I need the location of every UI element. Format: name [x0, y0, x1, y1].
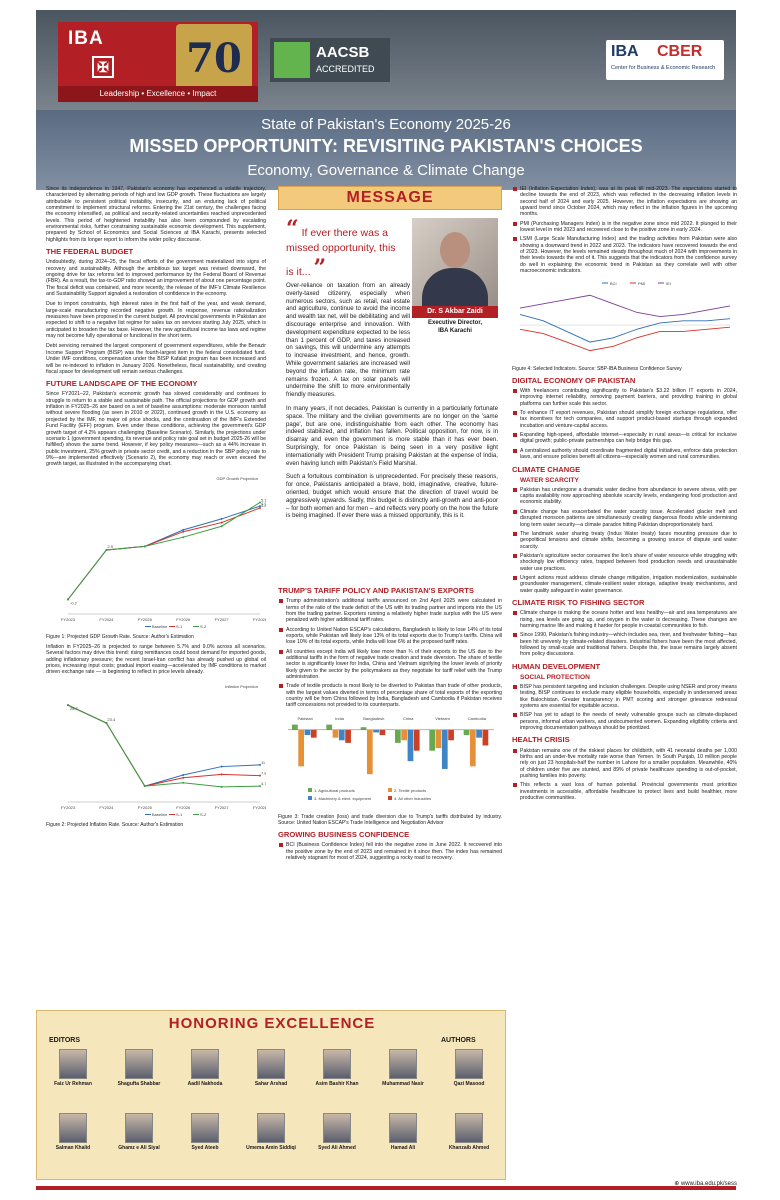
legend-label: Baseline — [152, 811, 168, 817]
data-label: 28.7 — [70, 705, 78, 711]
cber-name-text: CBER — [657, 43, 703, 60]
legend-label: S-2 — [200, 811, 207, 817]
data-point — [221, 773, 223, 775]
legend-swatch — [388, 788, 392, 792]
globe-icon: ⊕ — [674, 1181, 680, 1187]
data-point — [144, 545, 146, 547]
data-point — [105, 722, 107, 724]
bar — [395, 730, 401, 743]
digital-bullet-3: Expanding high-speed, affordable internet—especially in rural areas—is critical for inclusive digital growth; public-private partnerships can help bridge this gap. — [512, 432, 737, 445]
person-card — [309, 1049, 365, 1087]
x-tick-label: FY2025 — [137, 616, 152, 622]
category-label: India — [335, 715, 344, 721]
person-photo — [125, 1113, 153, 1143]
series-line-baseline — [68, 705, 260, 786]
series-line-iei — [520, 296, 730, 317]
pmi-bullet: PMI (Purchasing Managers Index) is in the negative zone since mid 2022. It plunged to their lowest level in mid 2023 and recovered close to the positive zone in early 2024. — [512, 221, 737, 234]
series-line-s1 — [68, 705, 260, 786]
digital-bullet-4: A centralized authority should coordinate fragmented digital initiatives, enforce data protection laws, and ensure policies benefit all citizens—especially women and rural communities. — [512, 448, 737, 461]
person-name: Asim Bashir Khan — [315, 1081, 359, 1087]
digital-bullet-2: To enhance IT export revenues, Pakistan should simplify foreign exchange regulations, offer tax incentives for tech companies, and support product-based startups through expanded incubation and venture-capital access. — [512, 410, 737, 429]
social-bullet-2: BISP has yet to adapt to the needs of newly vulnerable groups such as climate-displaced persons, informal urban workers, and undocumented women. Expanding eligibility criteria and improving documentation pathways should be prioritized. — [512, 712, 737, 731]
tariff-section — [278, 582, 502, 864]
category-label: Pakistan — [297, 715, 313, 721]
author-role: Executive Director, — [427, 320, 483, 326]
water-bullet-5: Urgent actions must address climate change mitigation, irrigation modernization, sustainable groundwater management, climate-resilient water storage, adaptive treaty mechanisms, and water quality safeguard in water governance. — [512, 575, 737, 594]
person-photo — [257, 1049, 285, 1079]
health-bullet-2: This reflects a vast loss of human potential. Provincial governments must prioritize investments in accessible, affordable healthcare to protect lives and build healthier, more productive communities. — [512, 782, 737, 801]
data-point — [144, 785, 146, 787]
close-quote-icon: ” — [313, 254, 327, 281]
data-point — [221, 525, 223, 527]
budget-paragraph-2: Due to import constraints, high interest rates in the first half of the year, and weak demand, large-scale manufacturing recorded negative growth. In response, revenue rationalization measures have been proposed in the current budget. All provincial governments in Pakistan are expected to shift to a negative list regime for sales tax on services starting July 2025, which is anticipated to broaden the tax base. However, the new agricultural income tax laws and regime may not become fully operational or functional in the short term. — [46, 301, 266, 340]
aacsb-name: AACSB — [316, 44, 370, 61]
person-name: Ghamz e Ali Siyal — [118, 1145, 160, 1151]
category-label: China — [402, 715, 414, 721]
trade-diversion-chart — [278, 712, 502, 812]
x-tick-label: FY2027 — [214, 616, 229, 622]
bar — [476, 730, 482, 738]
series-line-s2 — [68, 502, 260, 599]
bar — [436, 730, 442, 748]
bar — [367, 730, 373, 774]
data-point — [182, 776, 184, 778]
data-label: 11 — [261, 759, 266, 765]
data-point — [182, 774, 184, 776]
bar — [311, 730, 317, 738]
series-line-bci — [520, 315, 730, 343]
water-bullet-1: Pakistan has undergone a dramatic water decline from abundance to severe stress, with per capita availability now approaching absolute scarcity levels, endangering food production and economic stability. — [512, 487, 737, 506]
climate-change-heading: CLIMATE CHANGE — [512, 464, 581, 474]
supplement-title: State of Pakistan's Economy 2025-26 — [261, 116, 511, 133]
bar — [401, 730, 407, 740]
data-label: 4.8 — [261, 502, 266, 508]
social-bullet-1: BISP has persistent targeting and inclusion challenges. Despite using NSER and proxy means testing, BISP continues to exclude many eligible households, especially in underserved areas like Balochistan. Greater transparency in PMT scoring and stronger grievance redressal systems are essential for equitable access. — [512, 684, 737, 709]
left-column — [46, 186, 266, 886]
water-bullet-2: Climate change has exacerbated the water scarcity issue. Accelerated glacier melt and disrupted monsoon patterns are simultaneously creating dangerous floods while undermining long term water security—a climate paradox hitting Pakistan disproportionately hard. — [512, 509, 737, 528]
cber-subtitle: Center for Business & Economic Research — [611, 65, 716, 71]
person-card — [111, 1049, 167, 1087]
fishing-bullet-1: Climate change is making the oceans hotter and less healthy—air and sea temperatures are rising, sea levels are going up, and oxygen in the water is decreasing. These changes are harming marine life and making it harder for people in coastal communities to fish. — [512, 610, 737, 629]
data-point — [182, 536, 184, 538]
person-card — [243, 1049, 299, 1087]
iba-tagline: Leadership • Excellence • Impact — [58, 86, 258, 102]
legend-label: 2. Textile products — [394, 787, 427, 793]
legend-label: 4. All other industries — [394, 795, 432, 801]
iba-emblem-icon: ✠ — [92, 56, 114, 78]
bar — [464, 730, 470, 735]
inflation-chart — [46, 680, 266, 820]
author-photo-face — [440, 232, 470, 268]
person-photo — [125, 1049, 153, 1079]
tariff-bullet-1: Trump administration's additional tariffs announced on 2nd April 2025 were calculated in terms of the ratio of the trade deficit of the US with its trading partner and imports into the US from the trading partner. Exporters running a relatively higher trade surplus with the US were penalized with higher additional tariff rates. — [278, 598, 502, 623]
x-tick-label: FY2025 — [137, 804, 152, 810]
editors-label: EDITORS — [49, 1037, 80, 1044]
figure-1-caption: Figure 1: Projected GDP Growth Rate. Source: Author's Estimation — [46, 633, 194, 640]
selected-indicators-chart — [512, 277, 737, 363]
legend-label: S-1 — [176, 623, 183, 629]
chart-title: GDP Growth Projection — [216, 475, 258, 481]
bar — [345, 730, 351, 743]
bar — [380, 730, 386, 735]
data-point — [67, 704, 69, 706]
tariff-bullet-3: All countries except India will likely lose more than ¾ of their exports to the US due to the additional tariffs in the form of negative trade creation and trade diversion. The share of textile sector is significantly lower for India, China and Vietnam signifying the lower levels of priority likely given to the sector by the policymakers as they negotiate for tariff relief with the Trump administration. — [278, 649, 502, 681]
x-tick-label: FY2027 — [214, 804, 229, 810]
aacsb-mark-icon — [274, 42, 310, 78]
intro-paragraph: Since its independence in 1947, Pakistan's economy has experienced a volatile trajectory, characterized by alternating periods of high and low GDP growth. These fluctuations are largely attributable to persistent political instability, insecurity, and an enduring lack of political commitment to implement structural reforms. Entering the 21st century, the challenges facing the economy intensified, as political and security-related uncertainties reached unprecedented levels. This period of heightened instability has also been compounded by escalating environmental risks, further constraining sustainable economic development. This supplement, prepared by School of Economics and Social Sciences at IBA Karachi, presents selected highlights from its longer report to inform the wider policy discourse. — [46, 186, 266, 243]
person-card — [45, 1049, 101, 1087]
x-tick-label: FY2026 — [176, 804, 191, 810]
right-column — [512, 186, 737, 1186]
series-line-pmi — [520, 328, 730, 351]
person-photo — [455, 1113, 483, 1143]
person-photo — [323, 1113, 351, 1143]
bar — [305, 730, 311, 735]
data-point — [182, 781, 184, 783]
data-point — [221, 765, 223, 767]
x-tick-label: FY2023 — [60, 616, 76, 622]
data-point — [221, 517, 223, 519]
person-card — [309, 1113, 365, 1151]
cber-iba-text: IBA — [611, 43, 639, 60]
health-bullet-1: Pakistan remains one of the riskiest places for childbirth, with 41 neonatal deaths per 1,000 births and an under-five mortality rate worse than Yemen. In South Punjab, 10 million people rely on just 23 hospitals-half the number in Lahore for a smaller population. Meanwhile, 40% of children under five are stunted, and 89% of private healthcare spending is out-of-pocket, pushing families into poverty. — [512, 748, 737, 780]
lsmi-bullet: LSMI (Large Scale Manufacturing Index) and the trading activities from Pakistan were also showing a downward trend in 2022 and 2023. The indicators have recovered towards the end of 2023. However, the levels remained steady throughout much of 2024 with improvements in their levels towards the end of it. This suggests that the indicators from the confidence survey do well in explaining the economic trend in Pakistan as they correlate well with other macroeconomic indicators. — [512, 236, 737, 274]
data-label: 2.5 — [107, 543, 113, 549]
bar — [326, 724, 332, 729]
authors-label: AUTHORS — [441, 1037, 476, 1044]
gdp-growth-chart — [46, 472, 266, 632]
human-development-heading: HUMAN DEVELOPMENT — [512, 661, 601, 671]
x-tick-label: FY2028 — [252, 616, 266, 622]
iba-logo-text: IBA — [68, 28, 104, 49]
bar — [429, 730, 435, 751]
message-quote — [286, 216, 406, 281]
tariff-heading: TRUMP'S TARIFF POLICY AND PAKISTAN'S EXPORTS — [278, 586, 474, 595]
bar — [408, 730, 414, 761]
person-name: Qazi Masood — [453, 1081, 485, 1087]
open-quote-icon: “ — [286, 216, 299, 242]
future-paragraph: Since FY2021–22, Pakistan's economic growth has slowed considerably and continues to struggle to return to a stable and sustainable path. The official projections for GDP growth and inflation in FY2025–26 are based on a set of baseline assumptions: moderate monsoon rainfall without severe flooding (as seen in 2010 or 2022), continued growth in the U.S. economy as projected by the IMF, no major oil price shocks, and the continuation of the IMF's Extended Fund Facility (EFF) program. Even under these conditions, achieving the government's GDP growth target of 4.2% appears challenging (Baseline Scenario). Similarly, the projections under scenario 1 (government spending, its revenue and policy rate goal set in budget 2025-26 will be fulfilled) shows the same trend. However, if key policy measures—such as a 44% increase in public investment, 25% growth in private sector credit, and a reduction in the SBP policy rate to 9%—are implemented effectively (Scenario 2), the economy may reach or even exceed the growth target, as illustrated in the accompanying chart. — [46, 391, 266, 468]
tariff-bullet-4: Trade of textile products is most likely to be diverted to Pakistan than trade of other products, with the largest values diverted in terms of percentage share of total exports of the exporting country will be from China followed by India, Bangladesh and Cambodia if Pakistan receives tariff concessions not provided to its counterparts. — [278, 683, 502, 708]
legend-swatch — [308, 796, 312, 800]
budget-paragraph-1: Undoubtedly, during 2024–25, the fiscal efforts of the government materialized into signs of recovery and sustainability. Although the ambitious tax target was revised downward, the ongoing drive for tax reforms led to improved performance by the Federal Board of Revenue (FBR). As a result, the tax-to-GDP ratio showed an improvement of about one percentage point. The fiscal deficit was contained, and more recently, the release of the IMF's Climate Resilience and Sustainability Support signaled a restoration of confidence in the economy. — [46, 259, 266, 298]
digital-bullet-1: With freelancers contributing significantly to Pakistan's $3.22 billion IT exports in 2024, improving internet reliability, removing payment barriers, and providing training in global platforms can further scale this sector. — [512, 388, 737, 407]
person-card — [111, 1113, 167, 1151]
cber-logo — [606, 40, 724, 80]
person-photo — [257, 1113, 285, 1143]
bar — [298, 730, 304, 767]
iba-logo — [58, 22, 258, 102]
honoring-title: HONORING EXCELLENCE — [168, 1015, 376, 1032]
legend-label: PMI — [638, 281, 646, 287]
aacsb-logo — [270, 38, 390, 82]
author-affiliation: IBA Karachi — [438, 328, 472, 334]
health-crisis-heading: HEALTH CRISIS — [512, 735, 570, 745]
person-name: Hamad Ali — [390, 1145, 416, 1151]
bci-bullet: BCI (Business Confidence Index) fell into the negative zone in June 2022. It recovered into the positive zone by the end of 2023 and remained in it since then. The index has remained relatively stagnant for most of 2024, suggesting a rocky road to recovery. — [278, 842, 502, 861]
bar — [414, 730, 420, 751]
message-paragraph-2: In many years, if not decades, Pakistan is currently in a particularly fortunate space. The military and the civilian governments are no longer on the 'same page', but are one, indistinguishable from each other. The economy has indeed stabilized, and inflation has fallen. Political opposition, for now, is in disarray and even the government is more stable than it has ever been. Surprisingly, for once Pakistan is being seen in a very positive light internationally with President Trump praising Pakistan at the expense of India, even having lunch with Pakistan's Field Marshal. — [286, 404, 498, 467]
author-name: Dr. S Akbar Zaidi — [412, 306, 498, 318]
bar — [339, 730, 345, 740]
person-card — [375, 1113, 431, 1151]
x-tick-label: FY2024 — [99, 616, 114, 622]
legend-swatch — [388, 796, 392, 800]
data-label: 4.7 — [261, 780, 266, 786]
person-card — [441, 1049, 497, 1087]
legend-label: 3. Machinery & elect. equipment — [314, 795, 372, 801]
data-label: 4.9 — [261, 500, 266, 506]
figure-4-caption: Figure 4: Selected Indicators. Source: SBP-IBA Business Confidence Survey — [512, 365, 682, 372]
quote-text: If ever there was a missed opportunity, this is it... — [286, 227, 396, 278]
person-photo — [455, 1049, 483, 1079]
footer-url[interactable]: www.iba.edu.pk/sess — [680, 1181, 737, 1187]
future-landscape-heading: FUTURE LANDSCAPE OF THE ECONOMY — [46, 379, 198, 389]
page-title: MISSED OPPORTUNITY: REVISITING PAKISTAN'S CHOICES — [129, 136, 643, 156]
bar — [483, 730, 489, 746]
x-tick-label: FY2026 — [176, 616, 191, 622]
person-name: Sahar Arshad — [254, 1081, 288, 1087]
data-label: 7.8 — [261, 770, 266, 776]
legend-label: BCI — [610, 281, 617, 287]
person-name: Khanzaib Ahmed — [448, 1145, 490, 1151]
person-name: Salman Khalid — [55, 1145, 91, 1151]
x-tick-label: FY2024 — [99, 804, 114, 810]
iei-bullet: IEI (Inflation Expectation Index), was at its peak till mid-2023. The expectations started to decline towards the end of 2023, which was reflected in the decreasing inflation levels in second half of 2024 and early 2025. However, the inflation expectations are showing an upward trend since October 2024, which may reflect in the inflation figures in the upcoming months. — [512, 186, 737, 218]
social-protection-heading: SOCIAL PROTECTION — [520, 673, 590, 681]
honoring-excellence-panel — [36, 1010, 506, 1180]
data-point — [182, 530, 184, 532]
water-bullet-4: Pakistan's agriculture sector consumes the lion's share of water resource while struggling with shockingly low efficiency rates, trapped between food production needs and unsustainable water use practices. — [512, 553, 737, 572]
bar — [470, 730, 476, 767]
bar — [373, 730, 379, 733]
figure-3-caption: Figure 3: Trade creation (loss) and trade diversion due to Trump's tariffs distributed by industry. Source: United Nation ESCAP's Trade Intelligence and Negotiation Advisor — [278, 814, 502, 827]
data-point — [182, 528, 184, 530]
business-confidence-heading: GROWING BUSINESS CONFIDENCE — [278, 830, 410, 840]
message-title: MESSAGE — [278, 186, 502, 210]
legend-swatch — [308, 788, 312, 792]
person-card — [441, 1113, 497, 1151]
bar — [333, 730, 339, 738]
data-point — [67, 598, 69, 600]
federal-budget-heading: THE FEDERAL BUDGET — [46, 247, 134, 257]
aacsb-accredited: ACCREDITED — [316, 64, 375, 74]
person-card — [177, 1113, 233, 1151]
person-card — [177, 1049, 233, 1087]
category-label: Bangladesh — [363, 715, 385, 721]
person-name: Faiz Ur Rehman — [54, 1081, 92, 1087]
water-scarcity-heading: WATER SCARCITY — [520, 476, 579, 484]
person-name: Syed Ali Ahmed — [318, 1145, 356, 1151]
legend-label: S-1 — [176, 811, 183, 817]
inflation-paragraph: Inflation in FY2025–26 is projected to range between 5.7% and 9.0% across all scenarios. Several factors may drive this trend: rising remittances could boost demand for imported goods, adding inflationary pressure; the recent Israel-Iran conflict has already pushed up global oil prices, increasing input costs; gradual import easing—accelerated by IMF conditions to market driven exchange rate — is beginning to reflect in price levels already. — [46, 643, 266, 676]
person-photo — [59, 1113, 87, 1143]
category-label: Vietnam — [435, 715, 450, 721]
water-bullet-3: The landmark water sharing treaty (Indus Water treaty) faces mounting pressure due to geopolitical tensions and climate shifts, becoming a growing source of dispute and water scarcity. — [512, 531, 737, 550]
bar — [292, 724, 298, 729]
person-photo — [389, 1049, 417, 1079]
chart-title: Inflation Projection — [225, 683, 258, 689]
message-paragraph-1: Over-reliance on taxation from an already overly-taxed citizenry, especially when numerous sectors, such as retail, real estate and agriculture, continue to avoid the income and wealth tax net, will be debilitating and will discourage enterprise and innovation. With development expenditure expected to be less than 1 percent of GDP, and taxes increased on savings, this will undermine any attempts to increase investment, and hence, growth. While government salaries are increased well beyond the inflation rate, the minimum rate remains frozen. A tax on solar panels will undermine the shift to more environmentally friendly measures. — [286, 282, 410, 399]
bar — [442, 730, 448, 769]
message-body — [286, 282, 498, 526]
person-photo — [191, 1049, 219, 1079]
person-card — [375, 1049, 431, 1087]
category-label: Cambodia — [467, 715, 486, 721]
fishing-bullet-2: Since 1990, Pakistan's fishing industry—which includes sea, river, and freshwater fishing—has been hit unevenly by climate-related disasters. Industrial fishers have been the most affected, followed by small-scale and traditional fishers. Despite this, the issue remains largely absent from policy discussions. — [512, 632, 737, 657]
series-line-s1 — [68, 508, 260, 599]
data-point — [221, 521, 223, 523]
fishing-risk-heading: CLIMATE RISK TO FISHING SECTOR — [512, 597, 645, 607]
person-name: Umema Amin Siddiqi — [246, 1145, 296, 1151]
person-name: Muhammad Nasir — [382, 1081, 424, 1087]
page-subtitle: Economy, Governance & Climate Change — [247, 162, 525, 179]
person-card — [45, 1113, 101, 1151]
legend-label: 1. Agricultural products — [314, 787, 355, 793]
legend-label: Baseline — [152, 623, 168, 629]
figure-2-caption: Figure 2: Projected Inflation Rate. Source: Author's Estimation — [46, 821, 184, 828]
person-photo — [323, 1049, 351, 1079]
data-label: 23.4 — [107, 716, 116, 722]
data-label: -0.2 — [70, 599, 77, 605]
legend-label: IEI — [666, 281, 671, 287]
person-card — [243, 1113, 299, 1151]
x-tick-label: FY2023 — [60, 804, 76, 810]
person-name: Aadil Nakhoda — [187, 1081, 223, 1087]
message-paragraph-3: Such a fortuitous combination is unprecedented. For precisely these reasons, for once, Pakistanis anticipated a brave, bold, imaginative, creative, future-oriented, budget which would ensure that the direction of travel would be aggressively upwards. Sadly, this budget is distinctly anti-growth and anti-poor – for both women and for men – and reflects very poorly on the how the future is being imagined. If ever there was a missed opportunity, this is it. — [286, 473, 498, 520]
data-point — [105, 549, 107, 551]
data-label: 5.1 — [261, 497, 266, 503]
digital-economy-heading: DIGITAL ECONOMY OF PAKISTAN — [512, 375, 636, 385]
person-photo — [191, 1113, 219, 1143]
bar — [361, 727, 367, 730]
person-photo — [389, 1113, 417, 1143]
legend-label: S-2 — [200, 623, 207, 629]
tariff-bullet-2: According to United Nation ESCAP's calculations, Bangladesh is likely to lose 14% of its total exports, while Pakistan will likely lose 13% of its total exports due to Trump's tariffs. China will lose 10% of its total exports, while India will lose 6% at the proposed tariff rates. — [278, 627, 502, 646]
seventy-years-badge: 70 — [176, 24, 252, 94]
bar — [448, 730, 454, 740]
budget-paragraph-3: Debt servicing remained the largest component of government expenditures, while the Benazir Income Support Program (BISP) was the fourth-largest item in the federal consolidated fund. Under IMF conditions, compensation under the BISP Kafalat program has been increased and will be re-indexed to inflation in January 2026. Nonetheless, fiscal sustainability, and creating fiscal space for development will remain serious challenges. — [46, 343, 266, 375]
x-tick-label: FY2028 — [252, 804, 266, 810]
person-photo — [59, 1049, 87, 1079]
person-name: Shagufta Shabbar — [117, 1081, 161, 1087]
person-name: Syed Ateeb — [191, 1145, 219, 1151]
footer — [512, 1180, 737, 1187]
header-banner — [36, 10, 736, 190]
data-point — [221, 785, 223, 787]
